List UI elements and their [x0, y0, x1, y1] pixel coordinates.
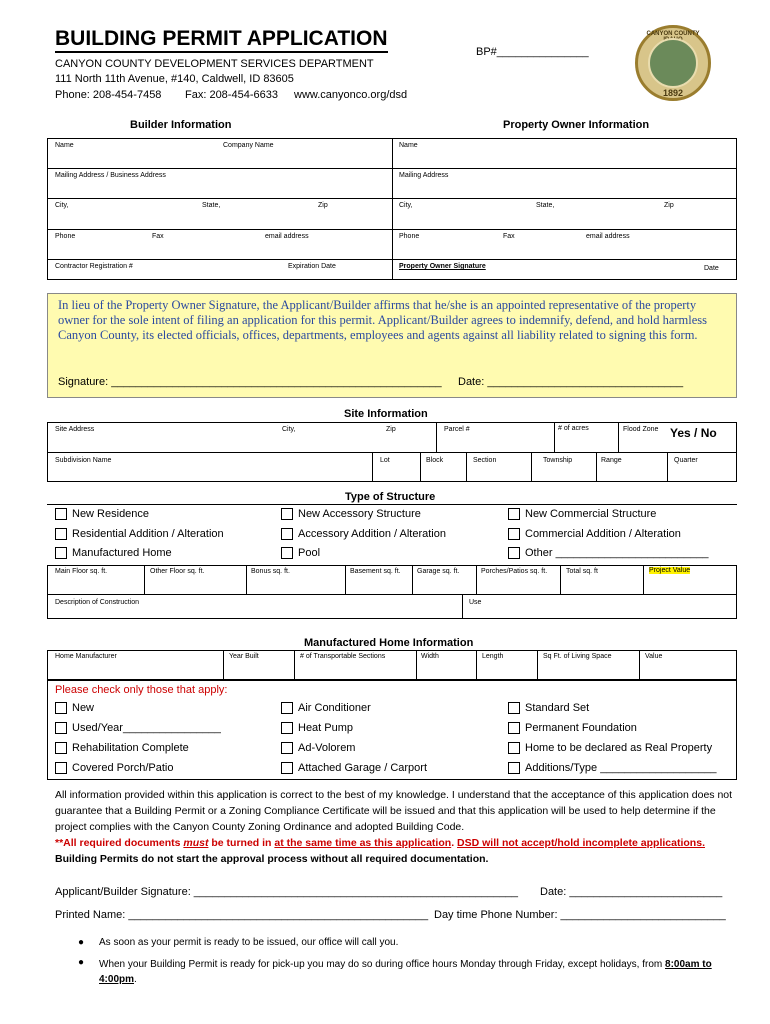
checkbox-label: Covered Porch/Patio	[72, 762, 174, 774]
range-field[interactable]: Range	[601, 457, 622, 464]
grid-line	[554, 422, 555, 452]
mh-grid	[47, 650, 737, 680]
checkbox-label: Rehabilitation Complete	[72, 742, 189, 754]
grid-line	[372, 452, 373, 482]
affirmation-notice	[47, 293, 737, 398]
checkbox-label: New	[72, 702, 95, 714]
bullet-pickup-hours	[99, 957, 739, 987]
builder-name-field[interactable]: Name	[55, 142, 74, 149]
checkbox-used-year[interactable]	[55, 722, 221, 734]
living-space-field[interactable]: Sq Ft. of Living Space	[543, 653, 612, 660]
grid-line	[531, 452, 532, 482]
checkbox-label: New Accessory Structure	[298, 508, 421, 520]
acres-field[interactable]: # of acres	[558, 425, 589, 432]
bullet-icon: ●	[78, 957, 85, 968]
owner-signature-field[interactable]: Property Owner Signature	[399, 263, 486, 270]
grid-line	[223, 650, 224, 680]
lot-field[interactable]: Lot	[380, 457, 390, 464]
grid-line	[643, 565, 644, 594]
checkbox-label: Pool	[298, 547, 321, 559]
owner-info-heading: Property Owner Information	[503, 119, 650, 131]
checkbox-icon[interactable]	[55, 702, 67, 714]
grid-line	[466, 452, 467, 482]
block-field[interactable]: Block	[426, 457, 444, 464]
site-zip-field[interactable]: Zip	[386, 426, 396, 433]
grid-line	[420, 452, 421, 482]
subdivision-field[interactable]: Subdivision Name	[55, 457, 112, 464]
checkbox-new-commercial[interactable]	[508, 508, 656, 520]
checkbox-standard-set[interactable]	[508, 702, 589, 714]
checkbox-manufactured-home[interactable]	[55, 547, 172, 559]
expiration-date-field[interactable]: Expiration Date	[288, 263, 336, 270]
checkbox-other[interactable]	[508, 547, 709, 559]
checkbox-new-residence[interactable]	[55, 508, 149, 520]
basement-field[interactable]: Basement sq. ft.	[350, 568, 401, 575]
width-field[interactable]: Width	[421, 653, 439, 660]
checkbox-covered-porch[interactable]	[55, 762, 174, 774]
grid-line	[47, 198, 737, 199]
day-phone-field[interactable]: Day time Phone Number: ___________________________	[434, 909, 726, 921]
seal-name: CANYON COUNTY	[646, 31, 700, 37]
builder-state-field[interactable]: State,	[202, 202, 221, 209]
grid-line	[47, 229, 737, 230]
builder-fax-field[interactable]: Fax	[152, 233, 164, 240]
checkbox-label: Used/Year________________	[72, 722, 221, 734]
year-built-field[interactable]: Year Built	[229, 653, 259, 660]
grid-line	[476, 565, 477, 594]
grid-line	[462, 594, 463, 619]
builder-info-heading: Builder Information	[130, 119, 232, 131]
grid-line	[47, 594, 737, 595]
grid-line	[667, 452, 668, 482]
flood-zone-yes-no[interactable]: Yes / No	[670, 426, 717, 440]
site-address-field[interactable]: Site Address	[55, 426, 95, 433]
grid-line	[412, 565, 413, 594]
checkbox-new-accessory[interactable]	[281, 508, 421, 520]
owner-date-field[interactable]: Date	[704, 265, 719, 272]
county-seal-icon	[635, 25, 711, 101]
checkbox-icon[interactable]	[281, 762, 293, 774]
site-city-field[interactable]: City,	[282, 426, 296, 433]
grid-line	[47, 452, 737, 453]
grid-line	[618, 422, 619, 452]
checkbox-icon[interactable]	[508, 742, 520, 754]
checkbox-icon[interactable]	[55, 547, 67, 559]
pickup-hours: 8:00am to 4:00pm	[99, 959, 712, 985]
flood-zone-label: Flood Zone	[623, 426, 659, 433]
quarter-field[interactable]: Quarter	[674, 457, 698, 464]
township-field[interactable]: Township	[543, 457, 573, 464]
pickup-text: When your Building Permit is ready for pick-up you may do so during office hours Monday through Friday, except holidays, from	[99, 959, 666, 970]
owner-city-field[interactable]: City,	[399, 202, 413, 209]
checkbox-icon[interactable]	[508, 702, 520, 714]
checkbox-icon[interactable]	[281, 528, 293, 540]
bonus-field[interactable]: Bonus sq. ft.	[251, 568, 290, 575]
checkbox-icon[interactable]	[281, 702, 293, 714]
checkbox-icon[interactable]	[55, 722, 67, 734]
bp-number-field[interactable]: BP#_______________	[476, 46, 589, 58]
notice-part: .	[451, 837, 458, 849]
builder-email-field[interactable]: email address	[265, 233, 309, 240]
builder-zip-field[interactable]: Zip	[318, 202, 328, 209]
checkbox-label: Residential Addition / Alteration	[72, 528, 224, 540]
seal-year: 1892	[662, 88, 684, 98]
department-address: 111 North 11th Avenue, #140, Caldwell, ID 83605	[55, 73, 294, 85]
applicant-date-field[interactable]: Date: _________________________	[540, 886, 723, 898]
checkbox-accessory-addition[interactable]	[281, 528, 446, 540]
checkbox-label: Other _________________________	[525, 547, 709, 559]
checkbox-icon[interactable]	[55, 742, 67, 754]
checkbox-pool[interactable]	[281, 547, 320, 559]
builder-mailing-field[interactable]: Mailing Address / Business Address	[55, 172, 166, 179]
grid-line	[47, 168, 737, 169]
checkbox-ad-volorem[interactable]	[281, 742, 355, 754]
grid-line	[596, 452, 597, 482]
main-floor-field[interactable]: Main Floor sq. ft.	[55, 568, 108, 575]
checkbox-commercial-addition[interactable]	[508, 528, 681, 540]
checkbox-icon[interactable]	[55, 762, 67, 774]
owner-state-field[interactable]: State,	[536, 202, 555, 209]
checkbox-attached-garage[interactable]	[281, 762, 427, 774]
affirmation-text: In lieu of the Property Owner Signature, the Applicant/Builder affirms that he/she is an appointed representative of the property owner for the sole intent of filing an application for this permit. Applicant/Builder agrees to indemnify, defend, and hold harmless Canyon County, its elected officials, offices, departments, employees and agents against all liability related to signing this form.	[58, 298, 708, 342]
grid-line	[345, 565, 346, 594]
grid-line	[537, 650, 538, 680]
checkbox-label: Ad-Volorem	[298, 742, 356, 754]
grid-line	[47, 259, 737, 260]
grid-line	[144, 565, 145, 594]
grid-line	[416, 650, 417, 680]
notice-part: be turned in	[208, 837, 275, 849]
checkbox-heat-pump[interactable]	[281, 722, 353, 734]
checkbox-mh-new[interactable]	[55, 702, 94, 714]
owner-zip-field[interactable]: Zip	[664, 202, 674, 209]
affirmation-date-field[interactable]: Date: ________________________________	[458, 376, 684, 388]
checkbox-icon[interactable]	[508, 547, 520, 559]
grid-line	[47, 504, 737, 505]
checkbox-label: Additions/Type ___________________	[525, 762, 717, 774]
checkbox-icon[interactable]	[281, 508, 293, 520]
checkbox-label: Air Conditioner	[298, 702, 371, 714]
checkbox-icon[interactable]	[281, 547, 293, 559]
checkbox-label: Heat Pump	[298, 722, 354, 734]
bullet-permit-call: As soon as your permit is ready to be issued, our office will call you.	[99, 937, 399, 948]
transportable-sections-field[interactable]: # of Transportable Sections	[300, 653, 386, 660]
checkbox-icon[interactable]	[508, 722, 520, 734]
printed-name-field[interactable]: Printed Name: _________________________________________________	[55, 909, 429, 921]
checkbox-icon[interactable]	[55, 508, 67, 520]
pickup-text: .	[134, 974, 137, 985]
checkbox-icon[interactable]	[508, 762, 520, 774]
owner-phone-field[interactable]: Phone	[399, 233, 420, 240]
required-documents-notice	[55, 835, 735, 867]
notice-part: at the same time as this application	[274, 837, 452, 849]
checkbox-residential-addition[interactable]	[55, 528, 224, 540]
applicant-signature-field[interactable]: Applicant/Builder Signature: _____________________________________________________	[55, 886, 519, 898]
grid-line	[436, 422, 437, 452]
length-field[interactable]: Length	[482, 653, 504, 660]
checkbox-icon[interactable]	[508, 528, 520, 540]
site-info-heading: Site Information	[344, 408, 428, 420]
use-field[interactable]: Use	[469, 599, 482, 606]
notice-part: Building Permits do not start the approval process without all required documentation.	[55, 853, 489, 865]
checkbox-label: Commercial Addition / Alteration	[525, 528, 681, 540]
home-manufacturer-field[interactable]: Home Manufacturer	[55, 653, 117, 660]
notice-part: must	[183, 837, 209, 849]
checkbox-label: Attached Garage / Carport	[298, 762, 428, 774]
grid-line	[294, 650, 295, 680]
checkbox-additions-type[interactable]	[508, 762, 716, 774]
checkbox-icon[interactable]	[281, 722, 293, 734]
checkbox-rehabilitation[interactable]	[55, 742, 189, 754]
mh-value-field[interactable]: Value	[645, 653, 663, 660]
checkbox-air-conditioner[interactable]	[281, 702, 371, 714]
department-name: CANYON COUNTY DEVELOPMENT SERVICES DEPARTMENT	[55, 58, 374, 70]
certification-paragraph: All information provided within this application is correct to the best of my knowledge. I understand that the acceptance of this application does not guarantee that a Building Permit or a Zoning Compliance Certificate will be issued and that this application will be used to help determine if the project complies with the Canyon County Zoning Ordinance and adopted Building Code.	[55, 789, 733, 833]
department-website: www.canyonco.org/dsd	[294, 89, 408, 101]
owner-fax-field[interactable]: Fax	[503, 233, 515, 240]
grid-line	[639, 650, 640, 680]
affirmation-signature-field[interactable]: Signature: ______________________________________________________	[58, 376, 442, 388]
checkbox-icon[interactable]	[281, 742, 293, 754]
builder-phone-field[interactable]: Phone	[55, 233, 76, 240]
grid-line	[476, 650, 477, 680]
checkbox-label: New Residence	[72, 508, 150, 520]
checkbox-label: Permanent Foundation	[525, 722, 637, 734]
builder-company-field[interactable]: Company Name	[223, 142, 274, 149]
checkbox-icon[interactable]	[508, 508, 520, 520]
seal-landscape	[648, 38, 698, 88]
department-phone: Phone: 208-454-7458	[55, 89, 162, 101]
checkbox-label: Standard Set	[525, 702, 590, 714]
page-title: BUILDING PERMIT APPLICATION	[55, 28, 388, 53]
checkbox-label: Home to be declared as Real Property	[525, 742, 713, 754]
grid-line	[246, 565, 247, 594]
other-floor-field[interactable]: Other Floor sq. ft.	[150, 568, 205, 575]
check-instruction: Please check only those that apply:	[55, 684, 228, 696]
notice-part: DSD will not accept/hold incomplete applications.	[457, 837, 705, 849]
checkbox-label: Accessory Addition / Alteration	[298, 528, 446, 540]
department-fax: Fax: 208-454-6633	[185, 89, 278, 101]
porches-field[interactable]: Porches/Patios sq. ft.	[481, 568, 548, 575]
owner-email-field[interactable]: email address	[586, 233, 630, 240]
description-field[interactable]: Description of Construction	[55, 599, 140, 606]
checkbox-real-property[interactable]	[508, 742, 712, 754]
parcel-field[interactable]: Parcel #	[444, 426, 470, 433]
section-field[interactable]: Section	[473, 457, 497, 464]
checkbox-icon[interactable]	[55, 528, 67, 540]
structure-type-heading: Type of Structure	[345, 491, 436, 503]
contractor-registration-field[interactable]: Contractor Registration #	[55, 263, 133, 270]
builder-city-field[interactable]: City,	[55, 202, 69, 209]
checkbox-label: New Commercial Structure	[525, 508, 657, 520]
checkbox-label: Manufactured Home	[72, 547, 172, 559]
notice-part: **All required documents	[55, 837, 184, 849]
project-value-field[interactable]: Project Value	[649, 567, 691, 574]
garage-field[interactable]: Garage sq. ft.	[417, 568, 460, 575]
mh-info-heading: Manufactured Home Information	[304, 637, 474, 649]
total-sqft-field[interactable]: Total sq. ft	[566, 568, 598, 575]
bullet-icon: ●	[78, 937, 85, 948]
checkbox-permanent-foundation[interactable]	[508, 722, 637, 734]
grid-line	[560, 565, 561, 594]
owner-mailing-field[interactable]: Mailing Address	[399, 172, 449, 179]
owner-name-field[interactable]: Name	[399, 142, 418, 149]
